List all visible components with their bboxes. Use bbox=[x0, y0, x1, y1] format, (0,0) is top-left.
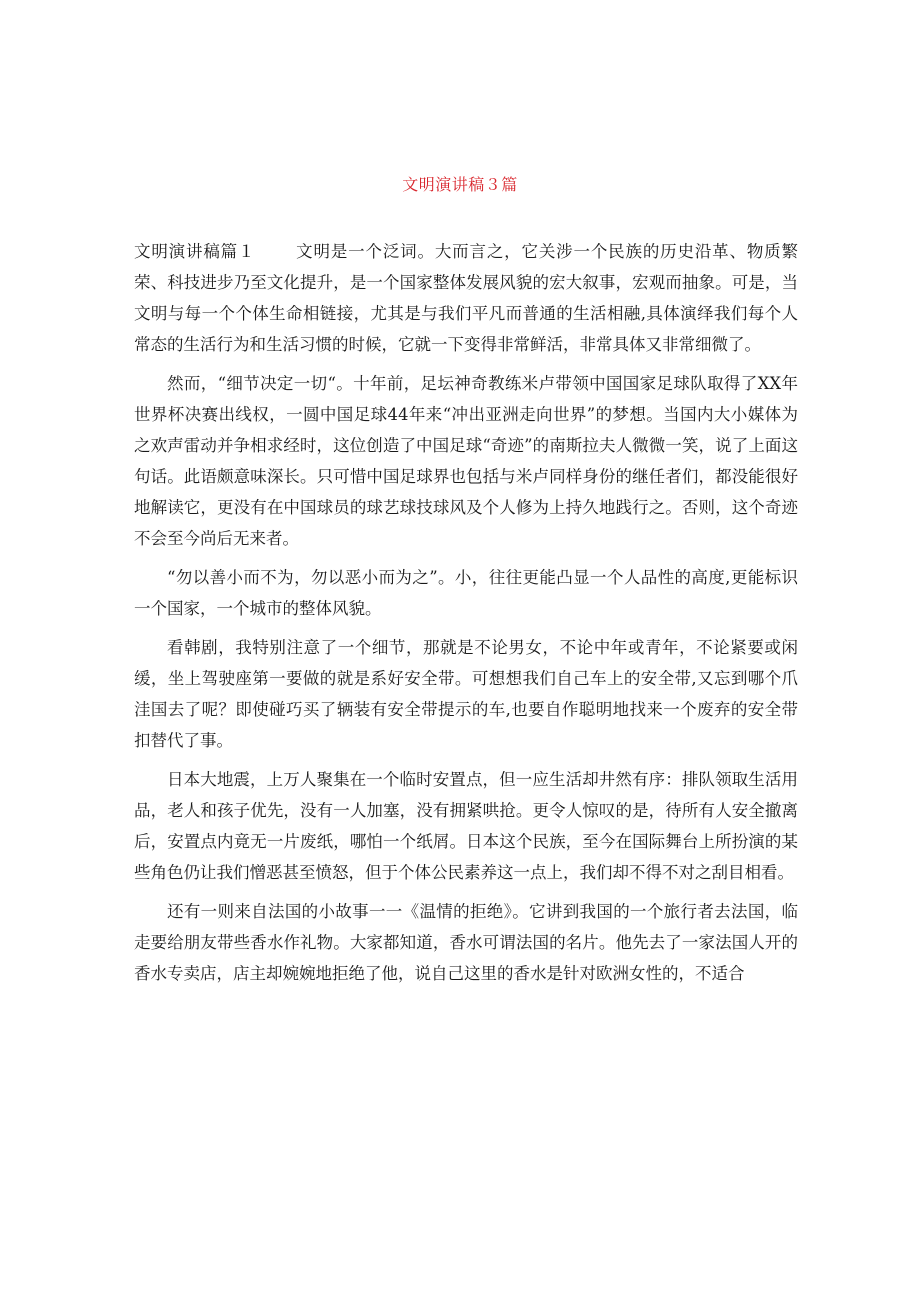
section-label: 文明演讲稿篇１ bbox=[134, 242, 256, 261]
document-title: 文明演讲稿３篇 bbox=[402, 175, 518, 194]
paragraph-1 bbox=[134, 236, 798, 360]
paragraph-3: “勿以善小而不为，勿以恶小而为之”。小，往往更能凸显一个人品性的高度,更能标识一个国家，一个城市的整体风貌。 bbox=[134, 568, 798, 618]
paragraph-5: 日本大地震，上万人聚集在一个临时安置点，但一应生活却井然有序：排队领取生活用品，老人和孩子优先，没有一人加塞，没有拥紧哄抢。更令人惊叹的是，待所有人安全撤离后，安置点内竟无一片废纸，哪怕一个纸屑。日本这个民族，至今在国际舞台上所扮演的某些角色仍让我们憎恶甚至愤怒，但于个体公民素养这一点上，我们却不得不对之刮目相看。 bbox=[134, 770, 798, 882]
paragraph-4: 看韩剧，我特别注意了一个细节，那就是不论男女，不论中年或青年，不论紧要或闲缓，坐上驾驶座第一要做的就是系好安全带。可想想我们自己车上的安全带,又忘到哪个爪洼国去了呢？即使碰巧买了辆装有安全带提示的车,也要自作聪明地找来一个废弃的安全带扣替代了事。 bbox=[134, 638, 798, 750]
paragraph-6: 还有一则来自法国的小故事一一《温情的拒绝》。它讲到我国的一个旅行者去法国，临走要给朋友带些香水作礼物。大家都知道，香水可谓法国的名片。他先去了一家法国人开的香水专卖店，店主却婉婉地拒绝了他，说自己这里的香水是针对欧洲女性的，不适合 bbox=[134, 902, 798, 983]
document-body bbox=[134, 236, 798, 997]
paragraph-2: 然而，“细节决定一切“。十年前，足坛神奇教练米卢带领中国国家足球队取得了XX年世界杯决赛出线权，一圆中国足球44年来“冲出亚洲走向世界”的梦想。当国内大小媒体为之欢声雷动并争相求经时，这位创造了中国足球“奇迹”的南斯拉夫人微微一笑，说了上面这句话。此语颇意味深长。只可惜中国足球界也包括与米卢同样身份的继任者们，都没能很好地解读它，更没有在中国球员的球艺球技球风及个人修为上持久地践行之。否则，这个奇迹不会至今尚后无来者。 bbox=[134, 374, 798, 548]
paragraph-1-text: 文明是一个泛词。大而言之，它关涉一个民族的历史沿革、物质繁荣、科技进步乃至文化提升，是一个国家整体发展风貌的宏大叙事，宏观而抽象。可是，当文明与每一个个体生命相链接，尤其是与我们平凡而普通的生活相融,具体演绎我们每个人常态的生活行为和生活习惯的时候，它就一下变得非常鲜活，非常具体又非常细微了。 bbox=[134, 242, 799, 354]
